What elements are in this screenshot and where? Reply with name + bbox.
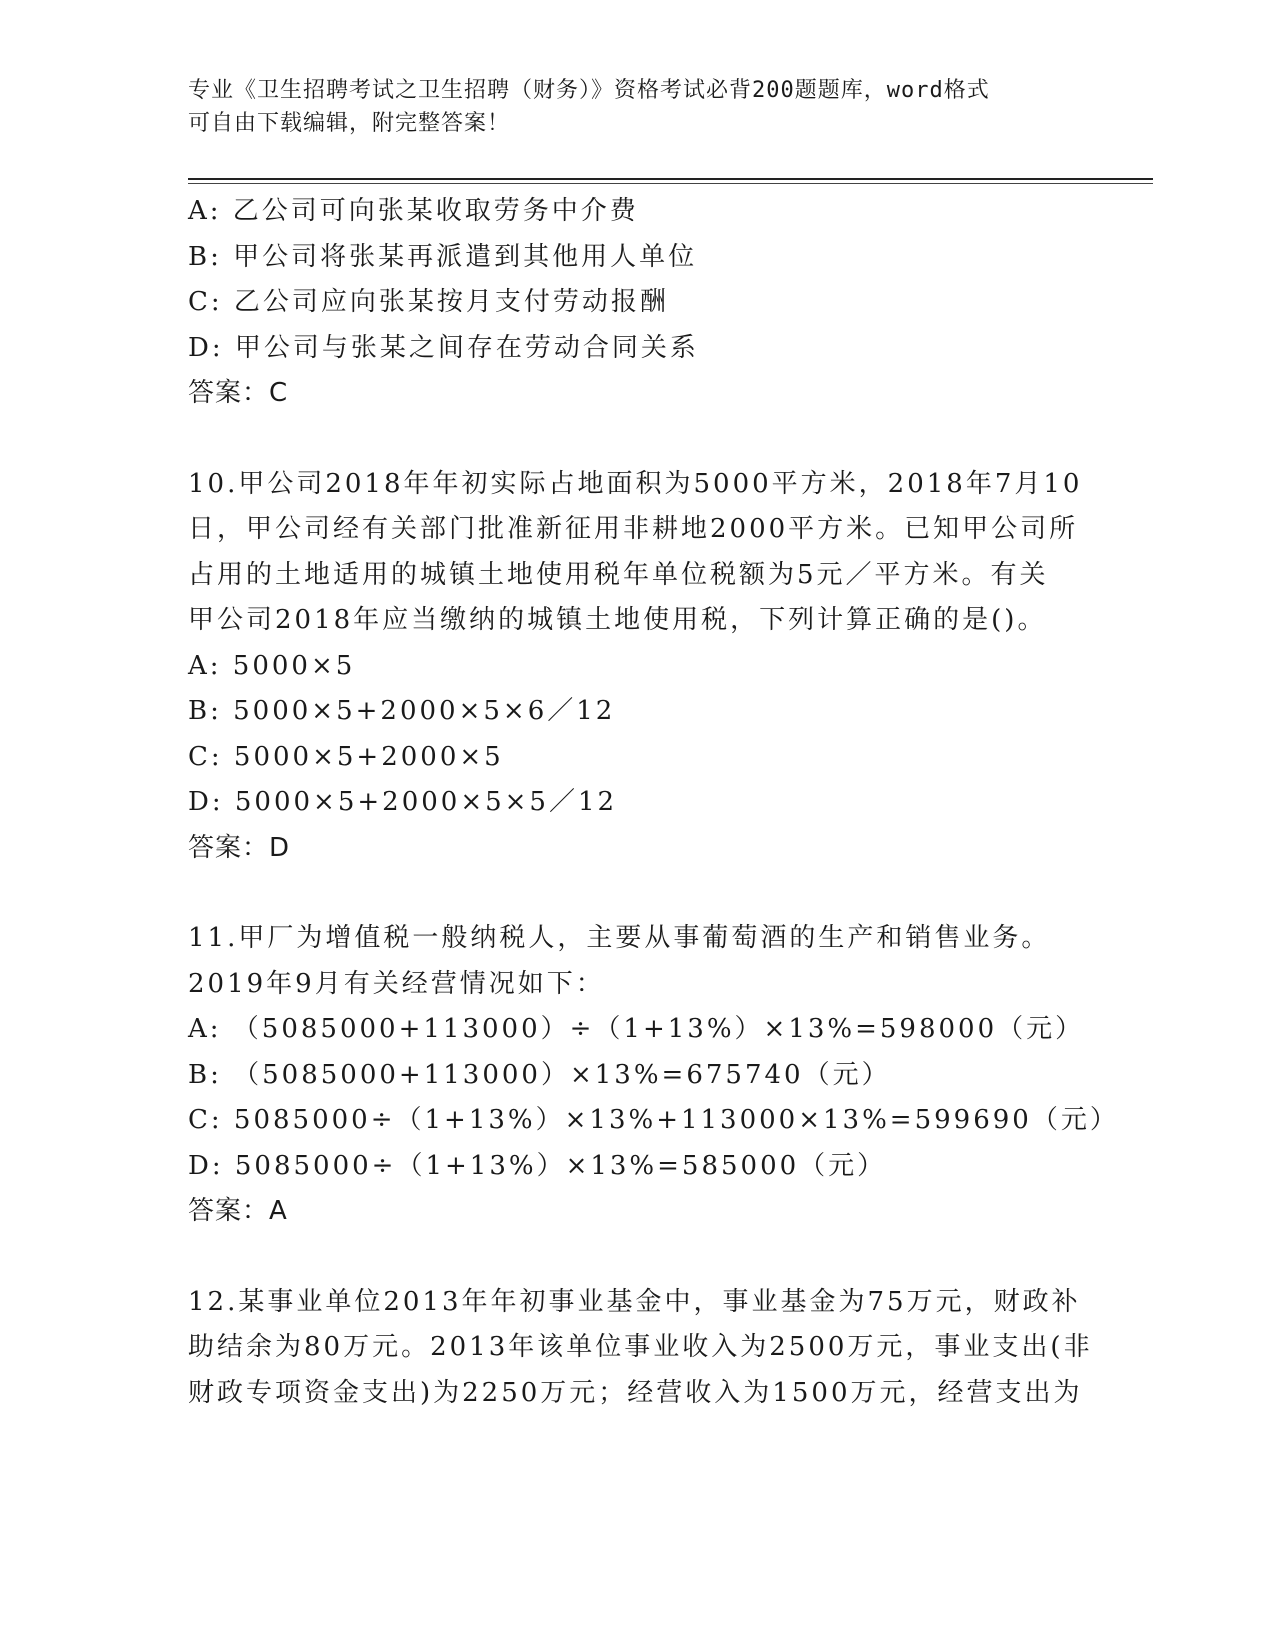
question-stem-line: 11.甲厂为增值税一般纳税人，主要从事葡萄酒的生产和销售业务。: [188, 923, 1051, 953]
header-divider-thin: [188, 183, 1153, 184]
answer: 答案：D: [188, 832, 291, 863]
option-d: D: 甲公司与张某之间存在劳动合同关系: [188, 332, 699, 363]
question-9: [188, 189, 1088, 417]
question-stem-line: 12.某事业单位2013年年初事业基金中，事业基金为75万元，财政补: [188, 1286, 1081, 1317]
option-c: C: 5000×5+2000×5: [188, 741, 504, 772]
spacer: [188, 1235, 1088, 1280]
option-d: D: 5085000÷（1+13%）×13%=585000（元）: [188, 1150, 887, 1181]
option-b: B: （5085000+113000）×13%=675740（元）: [188, 1059, 891, 1090]
option-c: C: 5085000÷（1+13%）×13%+113000×13%=599690（元）: [188, 1105, 1119, 1135]
option-c: C: 乙公司应向张某按月支付劳动报酬: [188, 287, 669, 317]
question-stem-line: 财政专项资金支出)为2250万元；经营收入为1500万元，经营支出为: [188, 1377, 1083, 1408]
spacer: [188, 417, 1088, 462]
document-header: [188, 74, 1088, 140]
header-line-1: 专业《卫生招聘考试之卫生招聘（财务）》资格考试必背200题题库，word格式: [188, 78, 990, 103]
header-line-2: 可自由下载编辑，附完整答案！: [188, 111, 511, 136]
answer: 答案：C: [188, 378, 289, 408]
question-10: [188, 462, 1088, 872]
option-a: A: 5000×5: [188, 650, 356, 681]
question-12: [188, 1280, 1093, 1417]
option-b: B: 甲公司将张某再派遣到其他用人单位: [188, 241, 698, 272]
spacer: [188, 871, 1088, 916]
option-a: A: 乙公司可向张某收取劳务中介费: [188, 196, 639, 226]
question-stem-line: 10.甲公司2018年年初实际占地面积为5000平方米，2018年7月10: [188, 468, 1083, 499]
option-d: D: 5000×5+2000×5×5／12: [188, 787, 618, 817]
question-11: [188, 916, 1119, 1235]
question-stem-line: 甲公司2018年应当缴纳的城镇土地使用税，下列计算正确的是()。: [188, 605, 1047, 635]
question-stem-line: 占用的土地适用的城镇土地使用税年单位税额为5元／平方米。有关: [188, 559, 1049, 590]
option-b: B: 5000×5+2000×5×6／12: [188, 696, 616, 726]
question-stem-line: 助结余为80万元。2013年该单位事业收入为2500万元，事业支出(非: [188, 1332, 1093, 1362]
question-content: [188, 189, 1119, 1416]
question-stem-line: 日，甲公司经有关部门批准新征用非耕地2000平方米。已知甲公司所: [188, 514, 1079, 544]
answer: 答案：A: [188, 1196, 288, 1226]
option-a: A: （5085000+113000）÷（1+13%）×13%=598000（元）: [188, 1014, 1085, 1044]
question-stem-line: 2019年9月有关经营情况如下：: [188, 968, 605, 999]
header-divider-thick: [188, 178, 1153, 180]
